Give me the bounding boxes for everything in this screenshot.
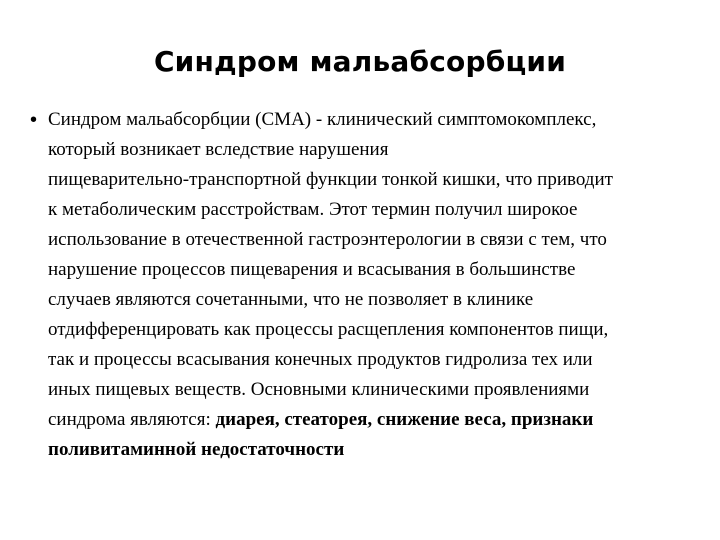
text-line: пищеварительно-транспортной функции тонкой кишки, что приводит xyxy=(48,169,613,190)
bullet-text xyxy=(48,105,688,465)
text-line-mixed xyxy=(48,405,688,435)
text-line: к метаболическим расстройствам. Этот термин получил широкое xyxy=(48,199,578,220)
text-line: отдифференцировать как процессы расщепления компонентов пищи, xyxy=(48,319,609,340)
text-regular: синдрома являются: xyxy=(48,409,216,430)
text-line: случаев являются сочетанными, что не позволяет в клинике xyxy=(48,289,534,310)
text-line: нарушение процессов пищеварения и всасывания в большинстве xyxy=(48,259,576,280)
text-line: который возникает вследствие нарушения xyxy=(48,139,389,160)
symptoms-bold-text-continued: поливитаминной недостаточности xyxy=(48,439,345,460)
text-line: так и процессы всасывания конечных продуктов гидролиза тех или xyxy=(48,349,593,370)
bullet-marker: • xyxy=(30,109,38,131)
text-line: иных пищевых веществ. Основными клиническими проявлениями xyxy=(48,379,590,400)
symptoms-bold-text: диарея, стеаторея, снижение веса, признаки xyxy=(215,409,594,430)
text-line: Синдром мальабсорбции (СМА) - клинический симптомокомплекс, xyxy=(48,109,597,130)
text-line: использование в отечественной гастроэнтерологии в связи с тем, что xyxy=(48,229,607,250)
slide-title: Синдром мальабсорбции xyxy=(153,45,567,78)
